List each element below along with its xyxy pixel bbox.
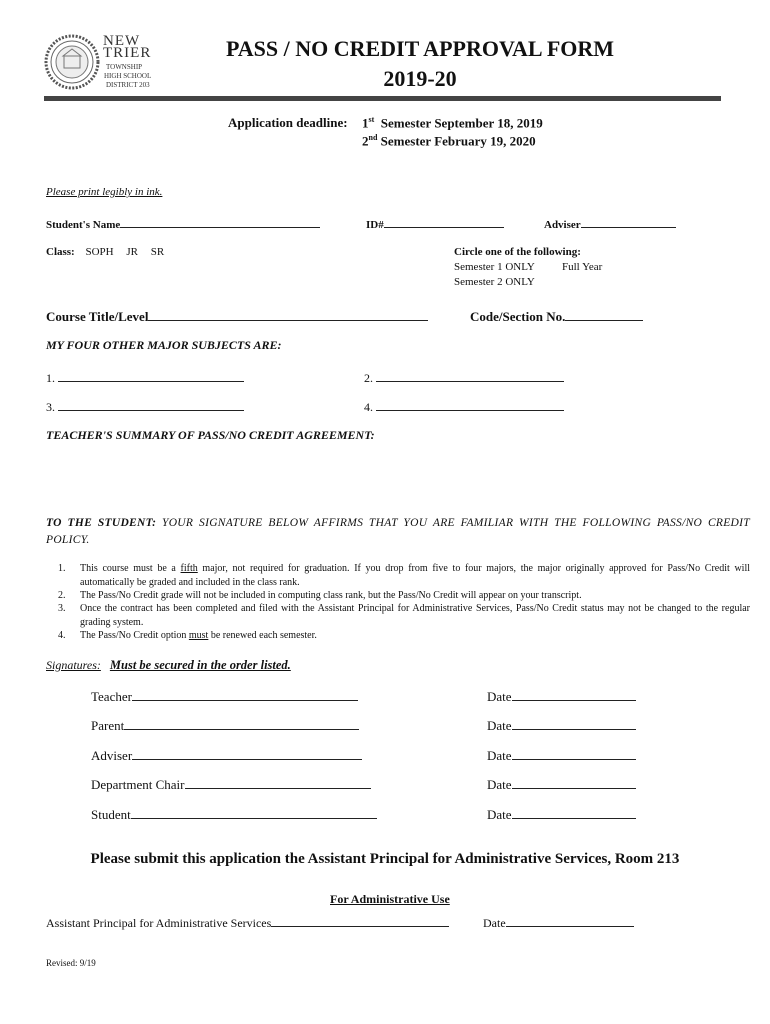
class-option-jr[interactable]: JR	[126, 246, 138, 258]
teacher-summary-heading: TEACHER'S SUMMARY OF PASS/NO CREDIT AGREEMENT:	[46, 428, 375, 442]
student-name-field[interactable]: Student's Name	[46, 215, 320, 231]
deadline-label: Application deadline:	[228, 115, 348, 130]
print-instructions: Please print legibly in ink.	[46, 186, 163, 198]
logo-high-school: HIGH SCHOOL	[104, 72, 152, 80]
assistant-principal-signature-field[interactable]: Assistant Principal for Administrative Services	[46, 914, 449, 931]
student-signature-field[interactable]: Student	[91, 806, 377, 823]
deadline-semester-2: 2nd Semester February 19, 2020	[362, 133, 536, 149]
signatures-heading: Signatures: Must be secured in the order listed.	[46, 658, 291, 672]
course-title-field[interactable]: Course Title/Level	[46, 308, 428, 325]
class-option-sr[interactable]: SR	[150, 246, 165, 258]
circle-label: Circle one of the following:	[454, 246, 581, 258]
student-notice: TO THE STUDENT: YOUR SIGNATURE BELOW AFFIRMS THAT YOU ARE FAMILIAR WITH THE FOLLOWING PASS/NO CREDIT POLICY.	[46, 517, 750, 546]
subject-field-2[interactable]: 2.	[364, 369, 564, 386]
subject-field-1[interactable]: 1.	[46, 369, 244, 386]
subjects-heading: MY FOUR OTHER MAJOR SUBJECTS ARE:	[46, 338, 282, 352]
admin-date-field[interactable]: Date	[483, 914, 634, 931]
logo-district: DISTRICT 203	[106, 81, 150, 89]
teacher-signature-field[interactable]: Teacher	[91, 688, 358, 705]
parent-signature-field[interactable]: Parent	[91, 717, 359, 734]
option-semester-2-only[interactable]: Semester 2 ONLY	[454, 276, 535, 288]
student-id-field[interactable]: ID#	[366, 215, 504, 231]
code-section-field[interactable]: Code/Section No.	[470, 308, 643, 325]
revised-date: Revised: 9/19	[46, 958, 96, 968]
header-rule	[44, 96, 721, 101]
form-title: PASS / NO CREDIT APPROVAL FORM	[225, 36, 615, 61]
student-date-field[interactable]: Date	[487, 806, 636, 823]
teacher-summary-area[interactable]	[46, 448, 746, 508]
department-chair-date-field[interactable]: Date	[487, 776, 636, 793]
form-year: 2019-20	[383, 66, 457, 91]
parent-date-field[interactable]: Date	[487, 717, 636, 734]
adviser-field[interactable]: Adviser	[544, 215, 676, 231]
logo-new: NEW	[103, 33, 141, 49]
logo-township: TOWNSHIP	[106, 63, 143, 71]
teacher-date-field[interactable]: Date	[487, 688, 636, 705]
subject-field-3[interactable]: 3.	[46, 398, 244, 415]
class-option-soph[interactable]: SOPH	[85, 246, 114, 258]
submit-instructions: Please submit this application the Assistant Principal for Administrative Services, Room 213	[90, 851, 680, 867]
logo-trier: TRIER	[103, 45, 152, 61]
class-row: Class: SOPH JR SR	[46, 246, 165, 258]
admin-use-heading: For Administrative Use	[330, 892, 450, 906]
option-full-year[interactable]: Full Year	[562, 261, 603, 273]
subject-field-4[interactable]: 4.	[364, 398, 564, 415]
department-chair-signature-field[interactable]: Department Chair	[91, 776, 371, 793]
option-semester-1-only[interactable]: Semester 1 ONLY	[454, 261, 535, 273]
deadline-semester-1: 1st Semester September 18, 2019	[362, 115, 543, 131]
adviser-signature-field[interactable]: Adviser	[91, 747, 362, 764]
adviser-date-field[interactable]: Date	[487, 747, 636, 764]
